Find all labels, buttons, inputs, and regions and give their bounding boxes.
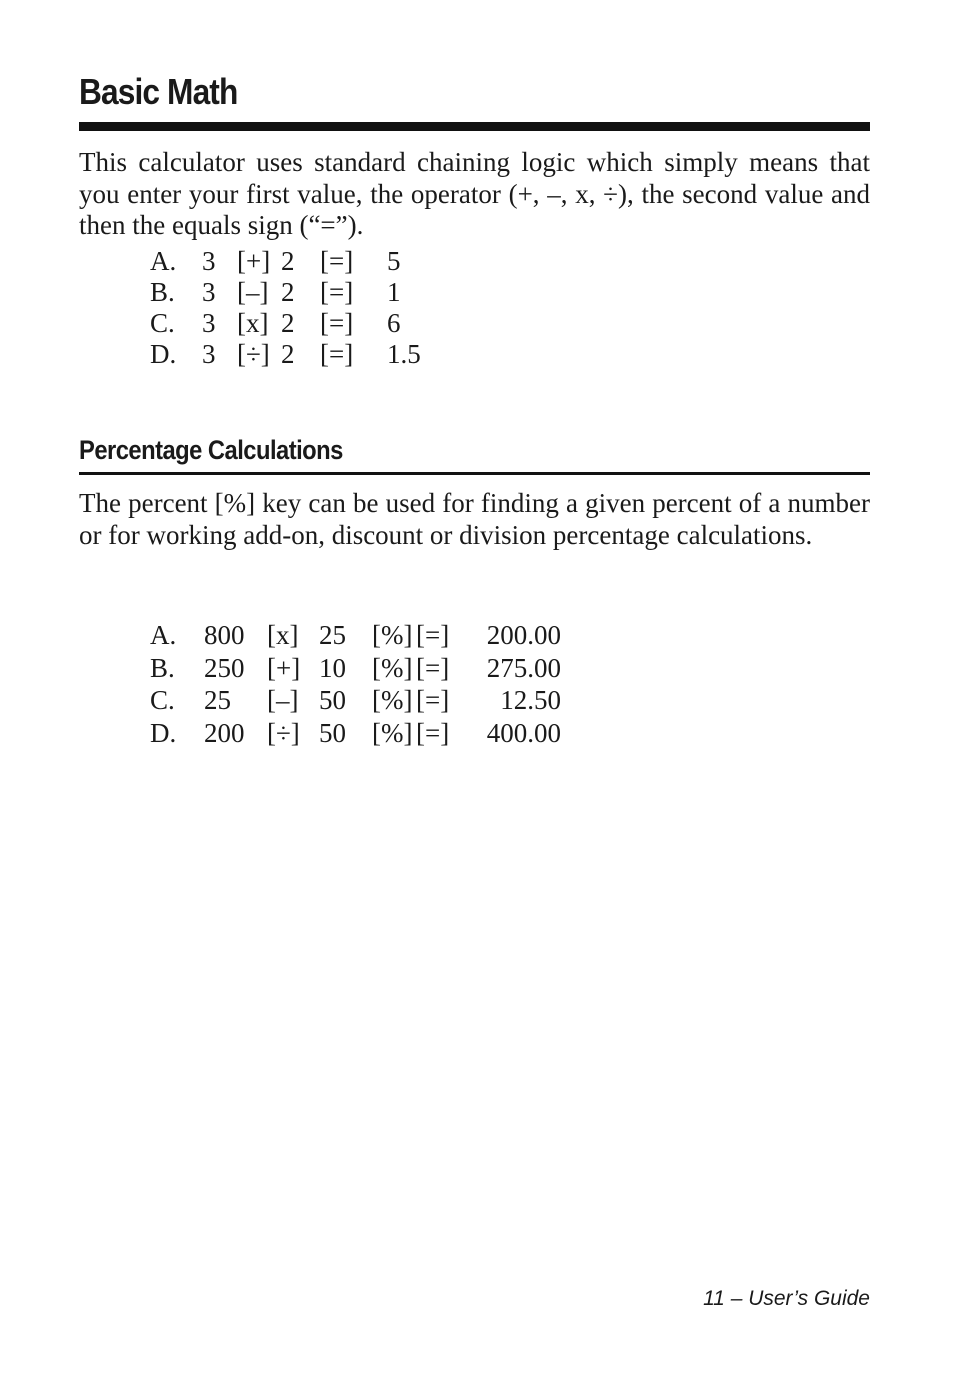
example-row: [150, 339, 447, 370]
second-value: 25: [319, 620, 346, 650]
example-label: A.: [150, 246, 177, 276]
percent-key: [%]: [372, 620, 413, 650]
equals-key: [=]: [416, 652, 450, 683]
equals-key: [=]: [416, 717, 450, 748]
operator-key: [÷]: [267, 717, 300, 748]
example-row: [150, 308, 447, 339]
equals-key: [=]: [320, 246, 354, 276]
second-value: 50: [319, 717, 346, 748]
section-divider: [79, 472, 870, 475]
first-value: 800: [204, 620, 245, 650]
operator-key: [x]: [237, 308, 269, 338]
operator-key: [–]: [267, 685, 299, 715]
percentage-examples: [150, 619, 561, 749]
percentage-paragraph: The percent [%] key can be used for finding a given percent of a number or for working add-on, discount or division percentage calculations.: [79, 488, 870, 550]
second-value: 2: [281, 246, 295, 276]
example-label: D.: [150, 717, 177, 748]
example-row: [150, 684, 561, 717]
example-row: [150, 246, 447, 277]
second-value: 2: [281, 339, 295, 369]
basic-math-examples: [150, 246, 447, 370]
example-label: C.: [150, 685, 175, 715]
example-label: C.: [150, 308, 175, 338]
equals-key: [=]: [416, 685, 450, 715]
result-value: 400.00: [486, 717, 561, 748]
percent-key: [%]: [372, 652, 413, 683]
section-title: Percentage Calculations: [79, 435, 343, 465]
page-title: Basic Math: [79, 71, 238, 112]
example-row: [150, 652, 561, 685]
page-footer: 11 – User’s Guide: [703, 1287, 870, 1310]
first-value: 200: [204, 717, 245, 748]
operator-key: [x]: [267, 620, 299, 650]
result-value: 12.50: [500, 685, 561, 715]
title-divider: [79, 122, 870, 131]
operator-key: [+]: [237, 246, 271, 276]
example-label: A.: [150, 620, 177, 650]
result-value: 6: [387, 308, 401, 338]
example-label: B.: [150, 652, 175, 683]
example-row: [150, 619, 561, 652]
second-value: 2: [281, 277, 295, 307]
example-row: [150, 717, 561, 750]
equals-key: [=]: [320, 308, 354, 338]
operator-key: [–]: [237, 277, 269, 307]
percent-key: [%]: [372, 717, 413, 748]
page: [79, 0, 870, 1390]
percent-key: [%]: [372, 685, 413, 715]
result-value: 5: [387, 246, 401, 276]
equals-key: [=]: [320, 277, 354, 307]
equals-key: [=]: [416, 620, 450, 650]
first-value: 250: [204, 652, 245, 683]
equals-key: [=]: [320, 339, 354, 369]
operator-key: [+]: [267, 652, 301, 683]
basic-math-paragraph: This calculator uses standard chaining logic which simply means that you enter your first value, the operator (+, –, x, ÷), the second value and then the equals sign (“=”).: [79, 147, 870, 240]
example-row: [150, 277, 447, 308]
example-label: B.: [150, 277, 175, 307]
second-value: 10: [319, 652, 346, 683]
first-value: 3: [202, 246, 216, 276]
result-value: 200.00: [486, 620, 561, 650]
result-value: 275.00: [486, 652, 561, 683]
second-value: 50: [319, 685, 346, 715]
example-label: D.: [150, 339, 177, 369]
second-value: 2: [281, 308, 295, 338]
first-value: 25: [204, 685, 231, 715]
first-value: 3: [202, 308, 216, 338]
result-value: 1: [387, 277, 401, 307]
operator-key: [÷]: [237, 339, 270, 369]
first-value: 3: [202, 277, 216, 307]
result-value: 1.5: [387, 339, 421, 369]
first-value: 3: [202, 339, 216, 369]
